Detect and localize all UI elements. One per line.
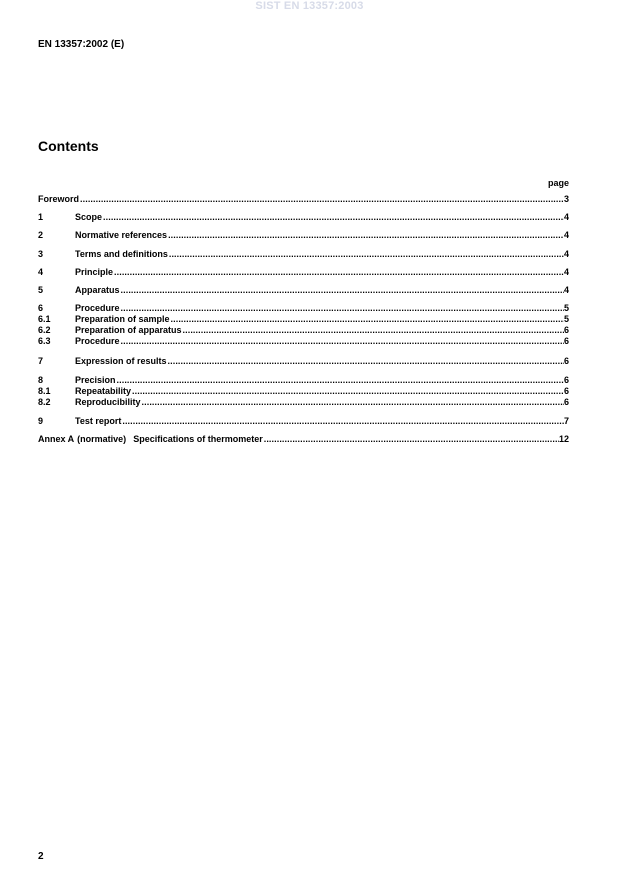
toc-entry-7[interactable] — [38, 356, 569, 367]
contents-title: Contents — [38, 138, 99, 154]
toc-leader — [103, 212, 564, 223]
toc-entry-page: 3 — [563, 194, 569, 204]
toc-entry-title: Normative references — [75, 230, 168, 240]
watermark: SIST EN 13357:2003 — [255, 0, 364, 12]
toc-entry-page: 4 — [563, 285, 569, 295]
toc-leader — [122, 416, 564, 427]
toc-entry-number: 8 — [38, 375, 44, 385]
toc-entry-title: Repeatability — [75, 386, 132, 396]
toc-entry-page: 5 — [563, 303, 569, 313]
toc-entry-page: 12 — [558, 434, 569, 444]
toc-entry-number: 6.2 — [38, 325, 51, 335]
toc-entry-page: 4 — [563, 230, 569, 240]
toc-entry-page: 6 — [563, 386, 569, 396]
toc-entry-number: 6.3 — [38, 336, 51, 346]
toc-entry-title: Test report — [75, 416, 122, 426]
toc-entry-page: 4 — [563, 249, 569, 259]
toc-leader — [142, 397, 564, 408]
toc-entry-number: 7 — [38, 356, 44, 366]
toc-entry-title: Preparation of apparatus — [75, 325, 182, 335]
toc-entry-page: 6 — [563, 397, 569, 407]
toc-entry-title: Scope — [75, 212, 103, 222]
toc-entry-6[interactable] — [38, 303, 569, 314]
toc-leader — [132, 386, 564, 397]
toc-entry-page: 6 — [563, 325, 569, 335]
toc-entry-number: 6 — [38, 303, 44, 313]
toc-entry-title: Principle — [75, 267, 114, 277]
toc-entry-6-1[interactable] — [38, 314, 569, 325]
toc-leader — [171, 314, 564, 325]
toc-entry-annex-a[interactable] — [38, 434, 569, 445]
toc-entry-8-2[interactable] — [38, 397, 569, 408]
toc-entry-title: Terms and definitions — [75, 249, 168, 259]
toc-entry-number: 1 — [38, 212, 44, 222]
page-column-label: page — [547, 178, 569, 188]
toc-entry-number: 9 — [38, 416, 44, 426]
toc-entry-number: 5 — [38, 285, 44, 295]
toc-entry-6-3[interactable] — [38, 336, 569, 347]
toc-entry-title: Apparatus — [75, 285, 120, 295]
toc-entry-page: 5 — [563, 314, 569, 324]
annex-title: Specifications of thermometer — [133, 434, 263, 444]
toc-leader — [168, 356, 564, 367]
toc-entry-4[interactable] — [38, 267, 569, 278]
toc-entry-page: 7 — [563, 416, 569, 426]
toc-entry-8-1[interactable] — [38, 386, 569, 397]
toc-leader — [121, 285, 564, 296]
toc-entry-page: 6 — [563, 375, 569, 385]
toc-leader — [117, 375, 564, 386]
toc-entry-foreword[interactable] — [38, 194, 569, 205]
toc-entry-title: Expression of results — [75, 356, 167, 366]
toc-entry-title: Procedure — [75, 303, 120, 313]
toc-entry-page: 4 — [563, 212, 569, 222]
toc-entry-title: Preparation of sample — [75, 314, 170, 324]
toc-entry-9[interactable] — [38, 416, 569, 427]
toc-entry-title: Reproducibility — [75, 397, 141, 407]
annex-type: (normative) — [77, 434, 127, 444]
toc-leader — [121, 336, 564, 347]
document-id: EN 13357:2002 (E) — [38, 39, 125, 50]
toc-entry-number: 4 — [38, 267, 44, 277]
toc-entry-number: 2 — [38, 230, 44, 240]
toc-entry-page: 6 — [563, 356, 569, 366]
toc-leader — [114, 267, 564, 278]
toc-entry-page: 4 — [563, 267, 569, 277]
toc-entry-8[interactable] — [38, 375, 569, 386]
annex-label: Annex A — [38, 434, 75, 444]
toc-entry-number: 3 — [38, 249, 44, 259]
toc-entry-1[interactable] — [38, 212, 569, 223]
toc-entry-5[interactable] — [38, 285, 569, 296]
toc-entry-title: Foreword — [38, 194, 80, 204]
toc-leader — [80, 194, 564, 205]
toc-entry-page: 6 — [563, 336, 569, 346]
toc-leader — [168, 230, 564, 241]
toc-entry-number: 6.1 — [38, 314, 51, 324]
toc-entry-title: Precision — [75, 375, 116, 385]
page-number: 2 — [38, 851, 44, 862]
toc-leader — [169, 249, 564, 260]
toc-leader — [121, 303, 564, 314]
toc-entry-number: 8.1 — [38, 386, 51, 396]
toc-leader — [264, 434, 559, 445]
toc-entry-title: Procedure — [75, 336, 120, 346]
toc-entry-number: 8.2 — [38, 397, 51, 407]
toc-leader — [183, 325, 564, 336]
toc-entry-6-2[interactable] — [38, 325, 569, 336]
toc-entry-2[interactable] — [38, 230, 569, 241]
toc-entry-3[interactable] — [38, 249, 569, 260]
